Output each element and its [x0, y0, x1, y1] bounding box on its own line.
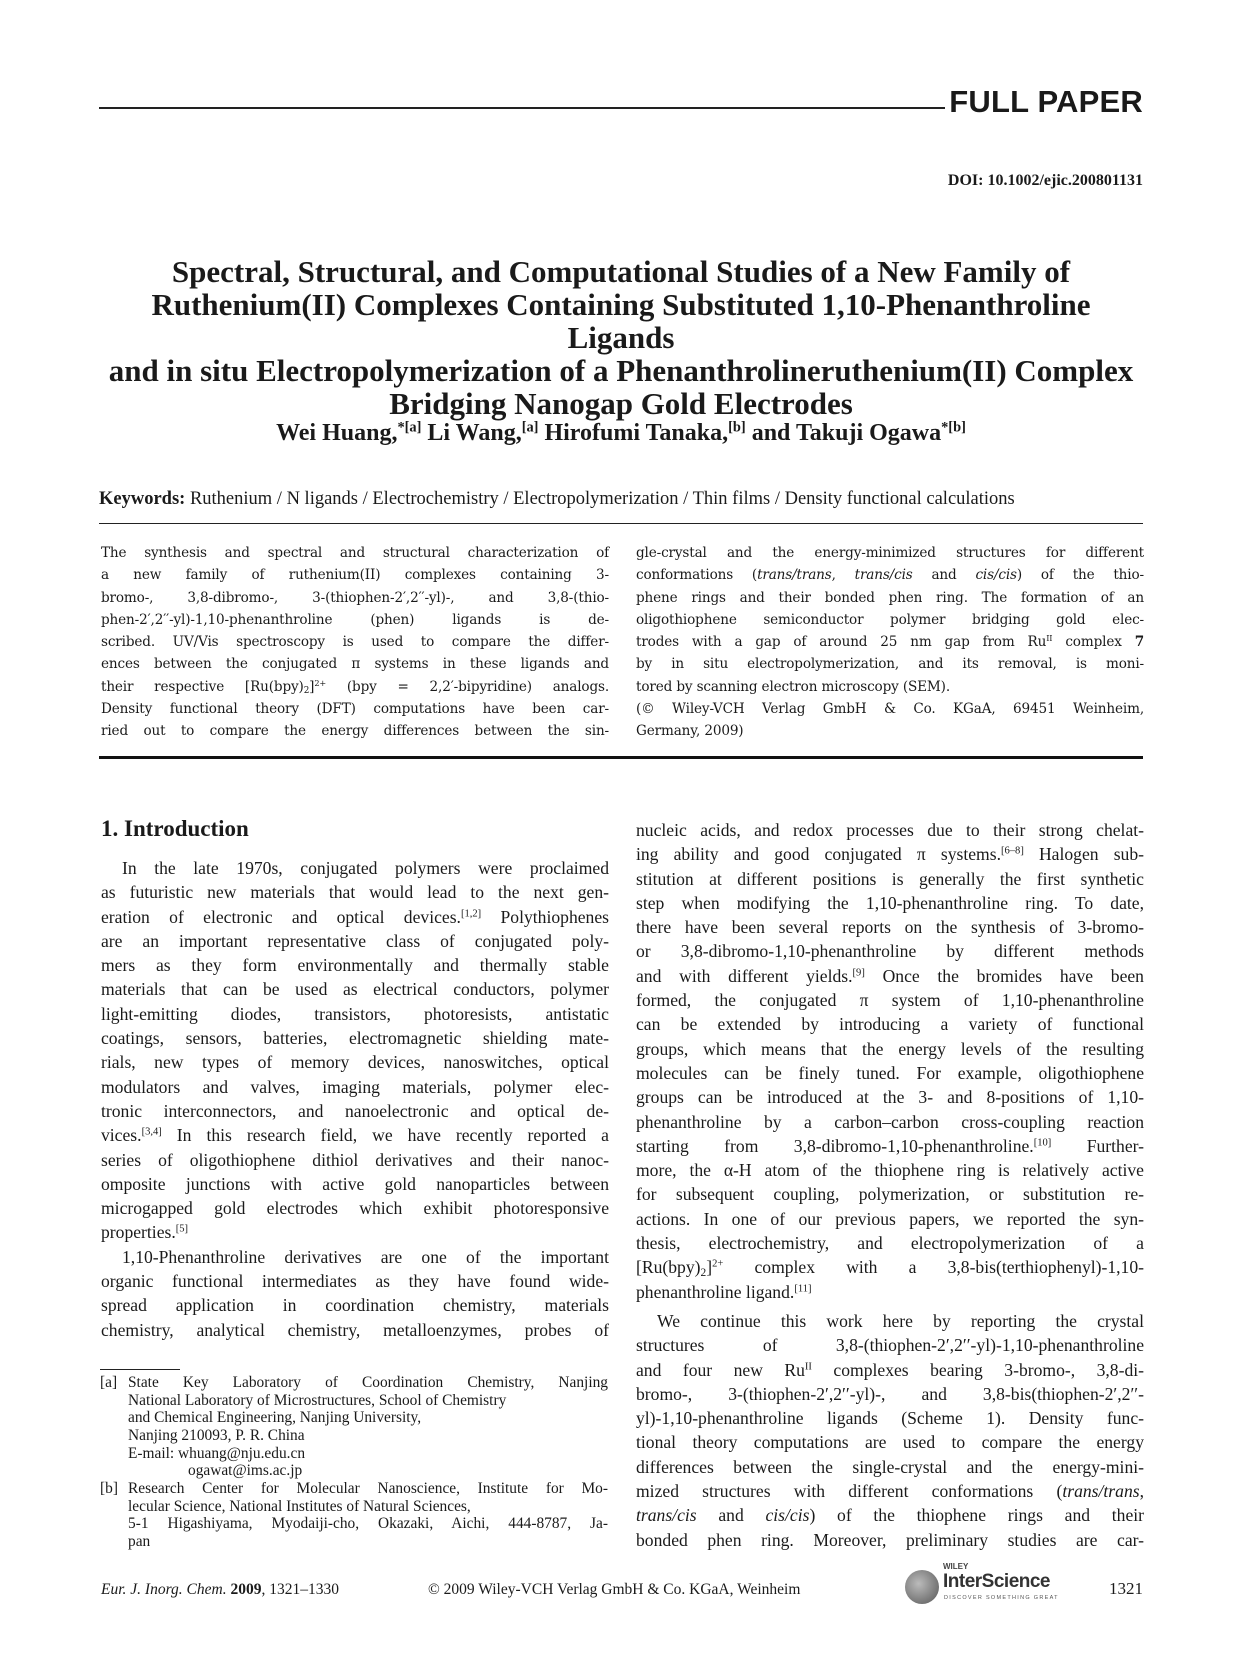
text-run-b: 7 [1134, 634, 1144, 651]
affiliation-mark: *[b] [941, 419, 966, 436]
text-line [101, 905, 609, 929]
text-line: materials that can be used as electrical conductors, polymer [101, 979, 609, 1000]
text-line: groups can be introduced at the 3- and 8-positions of 1,10- [636, 1087, 1144, 1108]
text-run: phenanthroline ligand. [636, 1281, 795, 1302]
footnote-line: and Chemical Engineering, Nanjing University, [128, 1409, 422, 1427]
logo-name: InterScience [943, 1571, 1050, 1592]
text-run: Once the bromides have been [864, 965, 1144, 986]
text-line: phenanthroline by a carbon–carbon cross-coupling reaction [636, 1111, 1144, 1132]
text-run: eration of electronic and optical devices. [101, 906, 461, 927]
text-run-sup: 2+ [314, 677, 327, 688]
text-line: (© Wiley-VCH Verlag GmbH & Co. KGaA, 69451 Weinheim, [636, 701, 1144, 718]
footnote-email[interactable]: ogawat@ims.ac.jp [188, 1462, 303, 1480]
text-run-sup: 2+ [712, 1259, 724, 1271]
text-line [636, 842, 1144, 866]
text-line: chemistry, analytical chemistry, metalloenzymes, probes of [101, 1319, 609, 1340]
text-line: modulators and valves, imaging materials, polymer elec- [101, 1076, 609, 1097]
paragraph [636, 818, 1144, 1304]
text-run: ) of the thiophene rings and their [809, 1505, 1145, 1526]
text-run-sup: II [1046, 633, 1053, 644]
text-line: molecules can be finely tuned. For example, oligothiophene [636, 1062, 1144, 1083]
text-line: phen-2′,2′′-yl)-1,10-phenanthroline (phen) ligands is de- [101, 611, 609, 628]
footnote-line: 5-1 Higashiyama, Myodaiji-cho, Okazaki, Aichi, 444-8787, Ja- [128, 1515, 608, 1533]
text-run: complexes bearing 3-bromo-, 3,8-di- [811, 1359, 1144, 1380]
section-label: FULL PAPER [949, 84, 1143, 119]
footnote-rule [100, 1369, 180, 1370]
paragraph [101, 856, 609, 1245]
text-line: In the late 1970s, conjugated polymers were proclaimed [122, 858, 609, 878]
text-line: groups, which means that the energy levels of the resulting [636, 1038, 1144, 1059]
abstract-right-column [636, 542, 1144, 743]
paragraph [636, 698, 1144, 743]
text-line: a new family of ruthenium(II) complexes containing 3- [101, 567, 609, 584]
paragraph [636, 1309, 1144, 1552]
text-line: bromo-, 3,8-dibromo-, 3-(thiophen-2′,2′′-yl)-, and 3,8-(thio- [101, 589, 609, 606]
text-run-i: trans/trans [757, 567, 832, 584]
text-line: yl)-1,10-phenanthroline ligands (Scheme 1). Density func- [636, 1408, 1144, 1429]
text-line: rials, new types of memory devices, nanoswitches, optical [101, 1052, 609, 1073]
text-line: mers as they form environmentally and thermally stable [101, 955, 609, 976]
text-run: , [831, 567, 855, 584]
citation-ref[interactable]: [3,4] [141, 1126, 162, 1138]
affiliation-mark: [b] [728, 419, 746, 436]
footnote-line: pan [128, 1533, 151, 1551]
globe-icon [905, 1570, 939, 1604]
text-line: We continue this work here by reporting the crystal [657, 1310, 1144, 1331]
section-heading: 1. Introduction [101, 816, 249, 841]
text-line: more, the α-H atom of the thiophene ring is relatively active [636, 1160, 1144, 1181]
text-line: nucleic acids, and redox processes due to their strong chelat- [636, 820, 1144, 840]
abstract-left-column [101, 542, 609, 743]
text-run: and [696, 1505, 766, 1526]
author-name: Wei Huang, [276, 420, 398, 446]
text-line: bromo-, 3-(thiophen-2′,2′′-yl)-, and 3,8-bis(thiophen-2′,2′′- [636, 1383, 1144, 1404]
text-line [636, 1134, 1144, 1158]
text-line: 1,10-Phenanthroline derivatives are one of the important [122, 1246, 609, 1267]
text-run: [Ru(bpy) [636, 1257, 701, 1278]
citation-ref[interactable]: [9] [852, 967, 865, 979]
text-line: can be extended by introducing a variety of functional [636, 1014, 1144, 1035]
logo-publisher: WILEY [943, 1562, 969, 1571]
footnote-tag: [a] [100, 1374, 118, 1391]
text-line [636, 1479, 1144, 1503]
keywords [99, 489, 1143, 510]
footer-copyright: © 2009 Wiley-VCH Verlag GmbH & Co. KGaA, Weinheim [428, 1581, 801, 1598]
text-run: In this research field, we have recently reported a [161, 1125, 609, 1146]
keywords-text: Ruthenium / N ligands / Electrochemistry / Electropolymerization / Thin films / Density functional calculations [189, 489, 1015, 509]
text-run: ) of the thio- [1016, 567, 1144, 584]
footnote-line: State Key Laboratory of Coordination Chemistry, Nanjing [128, 1374, 608, 1391]
text-run-i: trans/cis [636, 1505, 697, 1526]
text-line: light-emitting diodes, transistors, photoresists, antistatic [101, 1003, 609, 1024]
text-run: ] [309, 678, 315, 695]
text-line: stitution at different positions is generally the first synthetic [636, 868, 1144, 889]
text-run: complex with a 3,8-bis(terthiophenyl)-1,10- [723, 1257, 1144, 1278]
text-line [636, 1503, 1144, 1527]
text-line: phene rings and their bonded phen ring. The formation of an [636, 589, 1144, 606]
text-run: and [912, 567, 976, 584]
footer-citation [101, 1581, 339, 1599]
author-name: Hirofumi Tanaka, [544, 420, 729, 446]
author-list [99, 420, 1143, 447]
text-line: tronic interconnectors, and nanoelectronic and optical de- [101, 1100, 609, 1121]
affiliation-mark: *[a] [397, 419, 422, 436]
citation-ref[interactable]: [1,2] [460, 908, 482, 920]
page-number: 1321 [1109, 1579, 1143, 1598]
paragraph [101, 1245, 609, 1342]
title-line: Spectral, Structural, and Computational Studies of a New Family of [171, 254, 1071, 289]
text-line [636, 1358, 1144, 1382]
text-run: starting from 3,8-dibromo-1,10-phenanthroline. [636, 1135, 1034, 1156]
citation-ref[interactable]: [5] [175, 1224, 189, 1236]
text-line [636, 1280, 1144, 1304]
text-line: as futuristic new materials that would lead to the next gen- [101, 882, 609, 903]
text-run-sub: 2 [303, 685, 310, 696]
text-line: Density functional theory (DFT) computations have been car- [101, 701, 609, 718]
journal-year: 2009 [230, 1581, 262, 1598]
paragraph [636, 542, 1144, 698]
text-line: gle-crystal and the energy-minimized structures for different [636, 545, 1144, 561]
keywords-rule [99, 523, 1143, 524]
text-run: Polythiophenes [481, 906, 610, 927]
text-run: mized structures with different conformations ( [636, 1481, 1063, 1502]
text-line: scribed. UV/Vis spectroscopy is used to compare the differ- [101, 634, 609, 651]
text-line: there have been several reports on the synthesis of 3-bromo- [636, 917, 1144, 938]
text-line [101, 1220, 609, 1244]
text-run-i: trans/cis [854, 567, 913, 584]
logo-tagline: DISCOVER SOMETHING GREAT [944, 1595, 1059, 1601]
text-line: thesis, electrochemistry, and electropolymerization of a [636, 1233, 1144, 1254]
keywords-label: Keywords: [99, 489, 186, 509]
text-line [636, 964, 1144, 988]
interscience-logo [905, 1562, 1075, 1610]
abstract-rule [99, 756, 1143, 759]
paragraph [101, 542, 609, 743]
journal-name: Eur. J. Inorg. Chem. [101, 1581, 227, 1598]
text-line: The synthesis and spectral and structural characterization of [101, 545, 609, 561]
text-run: Halogen sub- [1023, 844, 1144, 865]
text-line [636, 1255, 1144, 1279]
text-line [636, 631, 1144, 653]
footnote-a [100, 1374, 608, 1480]
text-run: vices. [101, 1125, 142, 1146]
text-line: are an important representative class of conjugated poly- [101, 930, 609, 951]
text-line: ried out to compare the energy differences between the sin- [101, 723, 609, 740]
intro-left-column [101, 856, 609, 1342]
text-line: microgapped gold electrodes which exhibit photoresponsive [101, 1198, 609, 1219]
footnote-tag: [b] [100, 1480, 118, 1497]
footnote-line: National Laboratory of Microstructures, School of Chemistry [128, 1391, 507, 1409]
text-line: ences between the conjugated π systems in these ligands and [101, 656, 609, 673]
text-run: conformations ( [636, 567, 758, 584]
doi[interactable]: DOI: 10.1002/ejic.200801131 [947, 172, 1143, 189]
footnote-line: Research Center for Molecular Nanoscience, Institute for Mo- [128, 1480, 608, 1497]
text-run: and with different yields. [636, 965, 853, 986]
footnote-email[interactable]: E-mail: whuang@nju.edu.cn [128, 1444, 306, 1462]
intro-right-column [636, 818, 1144, 1552]
text-line: for subsequent coupling, polymerization, or substitution re- [636, 1184, 1144, 1205]
journal-pages: , 1321–1330 [261, 1581, 339, 1598]
title-line: and in situ Electropolymerization of a Phenanthrolineruthenium(II) Complex [108, 353, 1134, 388]
author-name: and Takuji Ogawa [751, 420, 942, 446]
text-run: and four new Ru [636, 1359, 805, 1380]
text-run: trodes with a gap of around 25 nm gap from Ru [636, 634, 1047, 651]
header-rule [99, 107, 945, 109]
text-line: tored by scanning electron microscopy (SEM). [636, 678, 951, 695]
text-line: series of oligothiophene dithiol derivatives and their nanoc- [101, 1149, 609, 1170]
title-line: Bridging Nanogap Gold Electrodes [389, 386, 853, 421]
text-run-i: trans/trans [1062, 1481, 1140, 1502]
text-line: step when modifying the 1,10-phenanthroline ring. To date, [636, 892, 1144, 913]
footnote-line: lecular Science, National Institutes of Natural Sciences, [128, 1497, 471, 1515]
text-run: (bpy = 2,2′-bipyridine) analogs. [326, 678, 609, 695]
text-line [636, 564, 1144, 586]
text-line: spread application in coordination chemistry, materials [101, 1295, 609, 1316]
citation-ref[interactable]: [6–8] [1000, 845, 1024, 857]
paper-title [99, 255, 1143, 420]
text-line: omposite junctions with active gold nanoparticles between [101, 1173, 609, 1194]
text-run: ] [706, 1257, 713, 1278]
text-run-sup: II [804, 1361, 812, 1373]
text-line: structures of 3,8-(thiophen-2′,2′′-yl)-1,10-phenanthroline [636, 1335, 1144, 1356]
text-line: by in situ electropolymerization, and its removal, is moni- [636, 656, 1144, 673]
text-run: , [1139, 1481, 1144, 1502]
text-line: Germany, 2009) [636, 723, 744, 740]
affiliation-mark: [a] [521, 419, 539, 436]
author-name: Li Wang, [427, 420, 522, 446]
text-line [101, 676, 609, 698]
text-line: tional theory computations are used to compare the energy [636, 1432, 1144, 1453]
citation-ref[interactable]: [10] [1033, 1137, 1052, 1149]
text-line: coatings, sensors, batteries, electromagnetic shielding mate- [101, 1028, 609, 1049]
text-run: complex [1052, 634, 1135, 651]
text-run: their respective [Ru(bpy) [101, 678, 304, 695]
text-line: organic functional intermediates as they have found wide- [101, 1271, 609, 1292]
text-line: actions. In one of our previous papers, we reported the syn- [636, 1208, 1144, 1229]
text-run: properties. [101, 1222, 176, 1243]
text-line: or 3,8-dibromo-1,10-phenanthroline by different methods [636, 941, 1144, 962]
text-run: ing ability and good conjugated π systems. [636, 844, 1001, 865]
text-line: differences between the single-crystal and the energy-mini- [636, 1456, 1144, 1477]
text-run-sub: 2 [700, 1267, 707, 1280]
text-line: oligothiophene semiconductor polymer bridging gold elec- [636, 611, 1144, 628]
citation-ref[interactable]: [11] [794, 1283, 812, 1295]
text-run-i: cis/cis [765, 1505, 810, 1526]
text-line: formed, the conjugated π system of 1,10-phenanthroline [636, 990, 1144, 1011]
text-run-i: cis/cis [975, 567, 1017, 584]
footnote-line: Nanjing 210093, P. R. China [128, 1427, 305, 1445]
title-line: Ruthenium(II) Complexes Containing Substituted 1,10-Phenanthroline Ligands [151, 287, 1091, 355]
text-run: Further- [1051, 1135, 1144, 1156]
footnote-b [100, 1480, 608, 1551]
text-line: bonded phen ring. Moreover, preliminary studies are car- [636, 1529, 1144, 1550]
text-line [101, 1123, 609, 1147]
